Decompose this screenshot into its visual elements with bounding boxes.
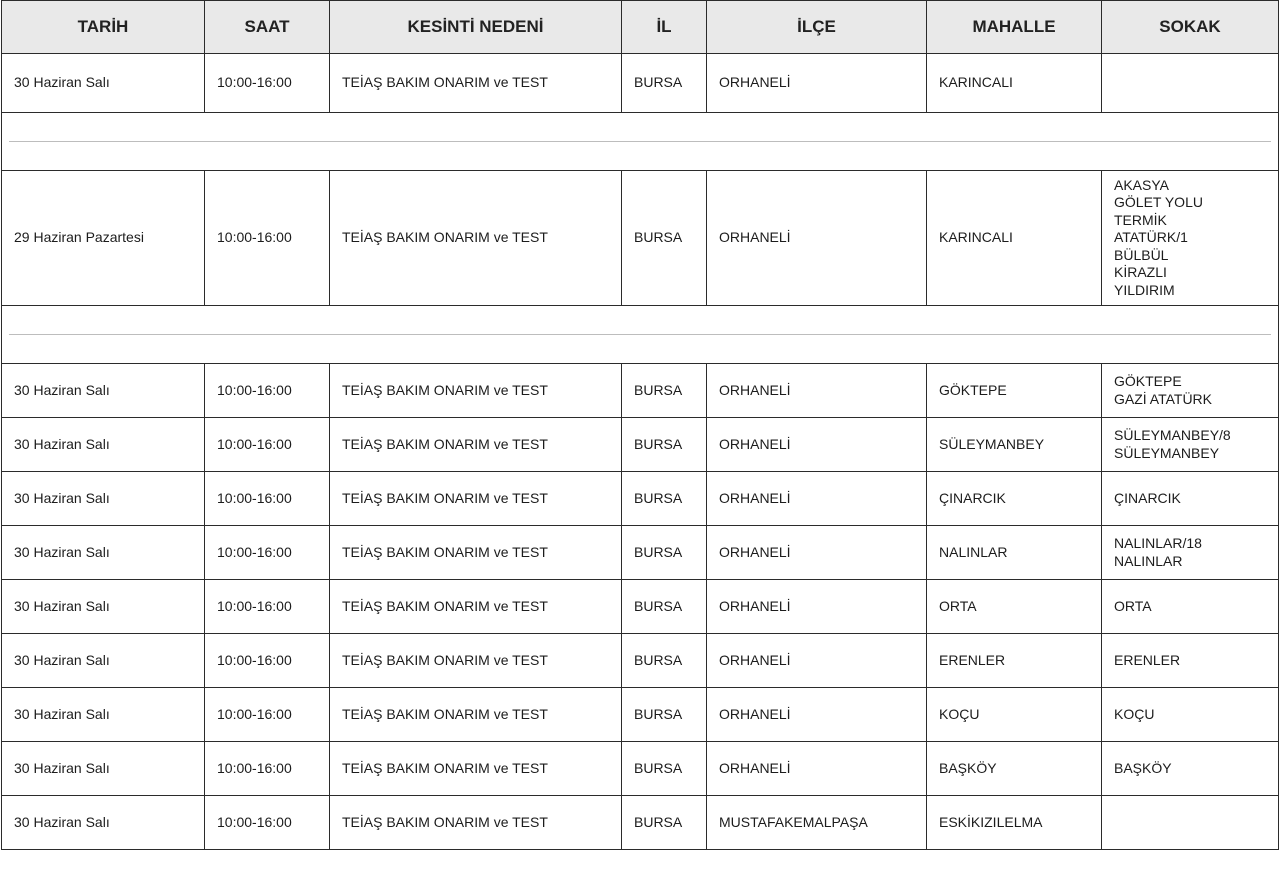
cell-streets	[1102, 418, 1279, 472]
cell-neighborhood: KARINCALI	[927, 171, 1102, 306]
street-name: NALINLAR/18	[1114, 535, 1202, 551]
cell-province: BURSA	[622, 526, 707, 580]
cell-streets	[1102, 171, 1279, 306]
cell-reason: TEİAŞ BAKIM ONARIM ve TEST	[330, 54, 622, 113]
cell-streets	[1102, 364, 1279, 418]
street-name: KİRAZLI	[1114, 264, 1167, 281]
street-name: SÜLEYMANBEY	[1114, 444, 1220, 461]
table-row	[2, 742, 1279, 796]
cell-neighborhood: ORTA	[927, 580, 1102, 634]
cell-district: ORHANELİ	[707, 171, 927, 306]
street-name: SÜLEYMANBEY/8	[1114, 427, 1231, 443]
cell-district: ORHANELİ	[707, 54, 927, 113]
cell-date: 30 Haziran Salı	[2, 688, 205, 742]
cell-reason: TEİAŞ BAKIM ONARIM ve TEST	[330, 418, 622, 472]
header-neighborhood: MAHALLE	[927, 1, 1102, 54]
cell-district: ORHANELİ	[707, 634, 927, 688]
cell-neighborhood: KARINCALI	[927, 54, 1102, 113]
cell-time: 10:00-16:00	[205, 742, 330, 796]
cell-date: 30 Haziran Salı	[2, 742, 205, 796]
cell-neighborhood: NALINLAR	[927, 526, 1102, 580]
cell-reason: TEİAŞ BAKIM ONARIM ve TEST	[330, 526, 622, 580]
cell-province: BURSA	[622, 688, 707, 742]
cell-reason: TEİAŞ BAKIM ONARIM ve TEST	[330, 796, 622, 850]
cell-time: 10:00-16:00	[205, 418, 330, 472]
cell-province: BURSA	[622, 796, 707, 850]
cell-district: ORHANELİ	[707, 472, 927, 526]
cell-province: BURSA	[622, 742, 707, 796]
header-date: TARİH	[2, 1, 205, 54]
street-name: KOÇU	[1114, 705, 1155, 722]
separator-row	[2, 306, 1279, 364]
cell-district: ORHANELİ	[707, 742, 927, 796]
cell-time: 10:00-16:00	[205, 634, 330, 688]
outage-table	[1, 0, 1279, 850]
street-name: GAZİ ATATÜRK	[1114, 390, 1213, 407]
street-name: AKASYA	[1114, 176, 1169, 193]
cell-date: 30 Haziran Salı	[2, 472, 205, 526]
street-name: ATATÜRK/1	[1114, 229, 1188, 246]
cell-streets	[1102, 54, 1279, 113]
cell-date: 30 Haziran Salı	[2, 580, 205, 634]
cell-time: 10:00-16:00	[205, 688, 330, 742]
separator-line	[9, 141, 1271, 142]
cell-district: ORHANELİ	[707, 364, 927, 418]
street-name: BÜLBÜL	[1114, 246, 1169, 263]
separator-row	[2, 113, 1279, 171]
table-row	[2, 796, 1279, 850]
header-reason: KESİNTİ NEDENİ	[330, 1, 622, 54]
cell-streets	[1102, 526, 1279, 580]
cell-province: BURSA	[622, 364, 707, 418]
street-name: TERMİK	[1114, 211, 1167, 228]
cell-province: BURSA	[622, 472, 707, 526]
separator-cell	[2, 113, 1279, 171]
cell-time: 10:00-16:00	[205, 364, 330, 418]
cell-date: 29 Haziran Pazartesi	[2, 171, 205, 306]
cell-date: 30 Haziran Salı	[2, 418, 205, 472]
cell-date: 30 Haziran Salı	[2, 54, 205, 113]
cell-streets	[1102, 634, 1279, 688]
cell-time: 10:00-16:00	[205, 54, 330, 113]
cell-reason: TEİAŞ BAKIM ONARIM ve TEST	[330, 364, 622, 418]
cell-time: 10:00-16:00	[205, 796, 330, 850]
cell-reason: TEİAŞ BAKIM ONARIM ve TEST	[330, 634, 622, 688]
cell-district: ORHANELİ	[707, 526, 927, 580]
table-row	[2, 634, 1279, 688]
cell-date: 30 Haziran Salı	[2, 526, 205, 580]
cell-date: 30 Haziran Salı	[2, 364, 205, 418]
separator-cell	[2, 306, 1279, 364]
cell-time: 10:00-16:00	[205, 472, 330, 526]
cell-neighborhood: ÇINARCIK	[927, 472, 1102, 526]
street-name: ÇINARCIK	[1114, 489, 1181, 506]
table-row	[2, 688, 1279, 742]
header-row	[2, 1, 1279, 54]
cell-streets	[1102, 472, 1279, 526]
cell-province: BURSA	[622, 171, 707, 306]
street-name: BAŞKÖY	[1114, 759, 1172, 776]
cell-neighborhood: GÖKTEPE	[927, 364, 1102, 418]
cell-neighborhood: SÜLEYMANBEY	[927, 418, 1102, 472]
cell-streets	[1102, 742, 1279, 796]
cell-district: ORHANELİ	[707, 580, 927, 634]
street-name: GÖKTEPE	[1114, 373, 1182, 389]
table-row	[2, 418, 1279, 472]
table-row	[2, 54, 1279, 113]
cell-province: BURSA	[622, 580, 707, 634]
cell-time: 10:00-16:00	[205, 526, 330, 580]
cell-neighborhood: KOÇU	[927, 688, 1102, 742]
table-body	[2, 54, 1279, 850]
cell-date: 30 Haziran Salı	[2, 796, 205, 850]
street-name: NALINLAR	[1114, 552, 1183, 569]
cell-streets	[1102, 796, 1279, 850]
street-name: ERENLER	[1114, 651, 1181, 668]
cell-province: BURSA	[622, 634, 707, 688]
header-province: İL	[622, 1, 707, 54]
header-street: SOKAK	[1102, 1, 1279, 54]
table-row	[2, 171, 1279, 306]
street-name: ORTA	[1114, 597, 1152, 614]
cell-province: BURSA	[622, 418, 707, 472]
cell-neighborhood: ESKİKIZILELMA	[927, 796, 1102, 850]
table-row	[2, 472, 1279, 526]
cell-district: ORHANELİ	[707, 688, 927, 742]
cell-reason: TEİAŞ BAKIM ONARIM ve TEST	[330, 580, 622, 634]
header-district: İLÇE	[707, 1, 927, 54]
cell-reason: TEİAŞ BAKIM ONARIM ve TEST	[330, 742, 622, 796]
cell-neighborhood: BAŞKÖY	[927, 742, 1102, 796]
cell-district: MUSTAFAKEMALPAŞA	[707, 796, 927, 850]
street-name: YILDIRIM	[1114, 281, 1175, 298]
cell-district: ORHANELİ	[707, 418, 927, 472]
cell-streets	[1102, 688, 1279, 742]
cell-reason: TEİAŞ BAKIM ONARIM ve TEST	[330, 171, 622, 306]
cell-reason: TEİAŞ BAKIM ONARIM ve TEST	[330, 688, 622, 742]
cell-province: BURSA	[622, 54, 707, 113]
table-row	[2, 526, 1279, 580]
separator-line	[9, 334, 1271, 335]
cell-time: 10:00-16:00	[205, 171, 330, 306]
table-row	[2, 364, 1279, 418]
table-row	[2, 580, 1279, 634]
cell-streets	[1102, 580, 1279, 634]
cell-neighborhood: ERENLER	[927, 634, 1102, 688]
street-name: GÖLET YOLU	[1114, 194, 1203, 211]
cell-reason: TEİAŞ BAKIM ONARIM ve TEST	[330, 472, 622, 526]
cell-date: 30 Haziran Salı	[2, 634, 205, 688]
cell-time: 10:00-16:00	[205, 580, 330, 634]
header-time: SAAT	[205, 1, 330, 54]
